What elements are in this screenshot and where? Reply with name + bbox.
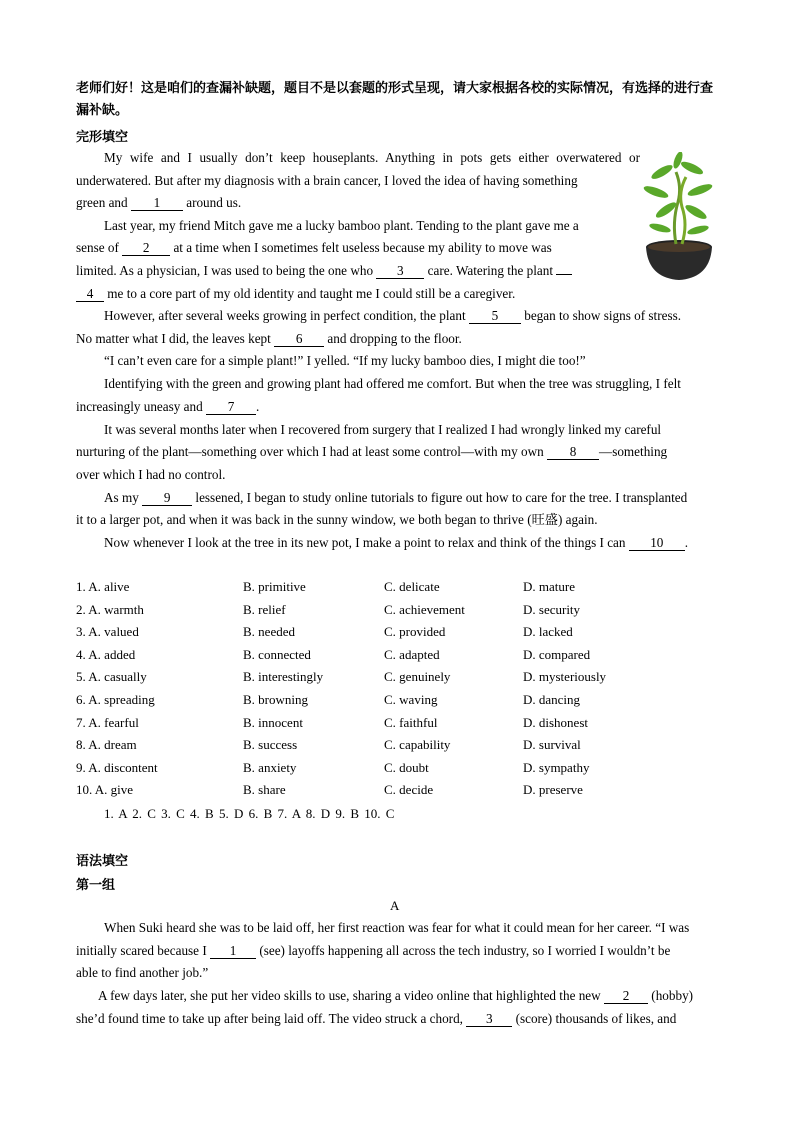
option-7-c: C. faithful (384, 714, 438, 730)
cloze-text-line: “I can’t even care for a simple plant!” I yelled. “If my lucky bamboo dies, I might die too!” (104, 353, 586, 368)
option-3-b: B. needed (243, 624, 295, 640)
blank-1: 1 (131, 196, 183, 211)
teacher-note: 老师们好！这是咱们的查漏补缺题，题目不是以套题的形式呈现，请大家根据各校的实际情况，有选择的进行查漏补缺。 (76, 81, 714, 118)
option-9-b: B. anxiety (243, 759, 297, 775)
blank-10: 10 (629, 536, 685, 551)
bamboo-plant-image (632, 152, 726, 284)
cloze-text-line: limited. As a physician, I was used to being the one who 3 care. Watering the plant (76, 261, 572, 281)
blank-8: 8 (547, 445, 599, 460)
option-4-c: C. adapted (384, 646, 440, 662)
option-1-c: C. delicate (384, 579, 440, 594)
blank-2: 2 (122, 241, 170, 256)
cloze-text-line: Now whenever I look at the tree in its new pot, I make a point to relax and think of the things I can 10 . (104, 535, 689, 550)
blank-4-lead (556, 274, 572, 275)
cloze-text-line: As my 9 lessened, I began to study online tutorials to figure out how to care for the tree. I transplanted (104, 490, 688, 505)
option-4-d: D. compared (523, 646, 591, 662)
option-4-a: 4. A. added (76, 646, 136, 662)
option-4-b: B. connected (243, 646, 311, 662)
grammar-text-line: When Suki heard she was to be laid off, her first reaction was fear for what it could mean for her career. “I was (104, 920, 690, 935)
option-3-c: C. provided (384, 624, 446, 640)
option-8-d: D. survival (523, 737, 581, 753)
cloze-text-line: However, after several weeks growing in perfect condition, the plant 5 began to show signs of stress. (104, 308, 682, 323)
cloze-text-line: over which I had no control. (76, 467, 226, 482)
grammar-blank-1: 1 (210, 944, 256, 959)
option-10-c: C. decide (384, 782, 434, 798)
option-9-a: 9. A. discontent (76, 759, 158, 775)
option-1-a: 1. A. alive (76, 579, 130, 594)
option-1-b: B. primitive (243, 579, 306, 594)
blank-7: 7 (206, 400, 256, 415)
cloze-text-line: My wife and I usually don’t keep houseplants. Anything in pots gets either overwatered or (104, 150, 640, 165)
grammar-blank-3: 3 (466, 1012, 512, 1027)
group-title: 第一组 (76, 878, 116, 893)
option-5-d: D. mysteriously (523, 669, 607, 685)
cloze-text-line: increasingly uneasy and 7 . (76, 399, 260, 414)
blank-6: 6 (274, 332, 324, 347)
option-3-d: D. lacked (523, 624, 573, 640)
option-8-b: B. success (243, 737, 298, 753)
cloze-text-line: green and 1 around us. (76, 195, 242, 210)
option-5-a: 5. A. casually (76, 669, 147, 685)
grammar-blank-2: 2 (604, 989, 648, 1004)
grammar-text-line: she’d found time to take up after being laid off. The video struck a chord, 3 (score) thousands of likes, and (76, 1011, 677, 1026)
option-2-c: C. achievement (384, 601, 465, 617)
section-title-grammar: 语法填空 (76, 854, 129, 869)
section-title-cloze: 完形填空 (76, 130, 129, 145)
option-7-a: 7. A. fearful (76, 714, 139, 730)
option-9-c: C. doubt (384, 759, 429, 775)
blank-5: 5 (469, 309, 521, 324)
option-5-b: B. interestingly (243, 669, 324, 685)
option-10-a: 10. A. give (76, 782, 134, 798)
option-9-d: D. sympathy (523, 759, 590, 775)
grammar-text-line: A few days later, she put her video skills to use, sharing a video online that highlighted the new 2 (hobby) (98, 988, 694, 1003)
option-6-c: C. waving (384, 692, 438, 707)
cloze-text-line: Last year, my friend Mitch gave me a lucky bamboo plant. Tending to the plant gave me a (104, 218, 579, 233)
option-8-a: 8. A. dream (76, 737, 137, 753)
answer-key: 1. A 2. C 3. C 4. B 5. D 6. B 7. A 8. D 9. B 10. C (104, 806, 395, 821)
blank-9: 9 (142, 491, 192, 506)
option-5-c: C. genuinely (384, 669, 451, 685)
option-2-d: D. security (523, 601, 581, 617)
option-1-d: D. mature (523, 579, 575, 594)
option-6-d: D. dancing (523, 692, 581, 707)
option-10-d: D. preserve (523, 782, 583, 798)
option-10-b: B. share (243, 782, 286, 798)
option-7-d: D. dishonest (523, 714, 588, 730)
cloze-text-line: it to a larger pot, and when it was back in the sunny window, we both began to thrive (旺盛) again. (76, 512, 598, 527)
cloze-text-line: No matter what I did, the leaves kept 6 and dropping to the floor. (76, 331, 462, 346)
cloze-text-line: sense of 2 at a time when I sometimes felt useless because my ability to move was (76, 240, 552, 255)
passage-label: A (390, 898, 400, 913)
cloze-text-line: It was several months later when I recovered from surgery that I realized I had wrongly linked my careful (104, 422, 662, 437)
option-2-a: 2. A. warmth (76, 601, 144, 617)
option-2-b: B. relief (243, 601, 286, 617)
grammar-text-line: initially scared because I 1 (see) layoffs happening all across the tech industry, so I worried I wouldn’t be (76, 943, 671, 958)
option-6-a: 6. A. spreading (76, 692, 155, 707)
grammar-text-line: able to find another job.” (76, 965, 209, 980)
blank-3: 3 (376, 264, 424, 279)
option-6-b: B. browning (243, 692, 308, 707)
option-3-a: 3. A. valued (76, 624, 139, 640)
cloze-text-line: 4 me to a core part of my old identity and taught me I could still be a caregiver. (76, 284, 515, 304)
cloze-text-line: nurturing of the plant—something over which I had at least some control—with my own 8 —something (76, 444, 668, 459)
blank-4: 4 (76, 287, 104, 302)
cloze-text-line: Identifying with the green and growing plant had offered me comfort. But when the tree was struggling, I felt (104, 376, 681, 391)
cloze-text-line: underwatered. But after my diagnosis with a brain cancer, I loved the idea of having something (76, 173, 578, 188)
option-8-c: C. capability (384, 737, 451, 753)
option-7-b: B. innocent (243, 714, 303, 730)
